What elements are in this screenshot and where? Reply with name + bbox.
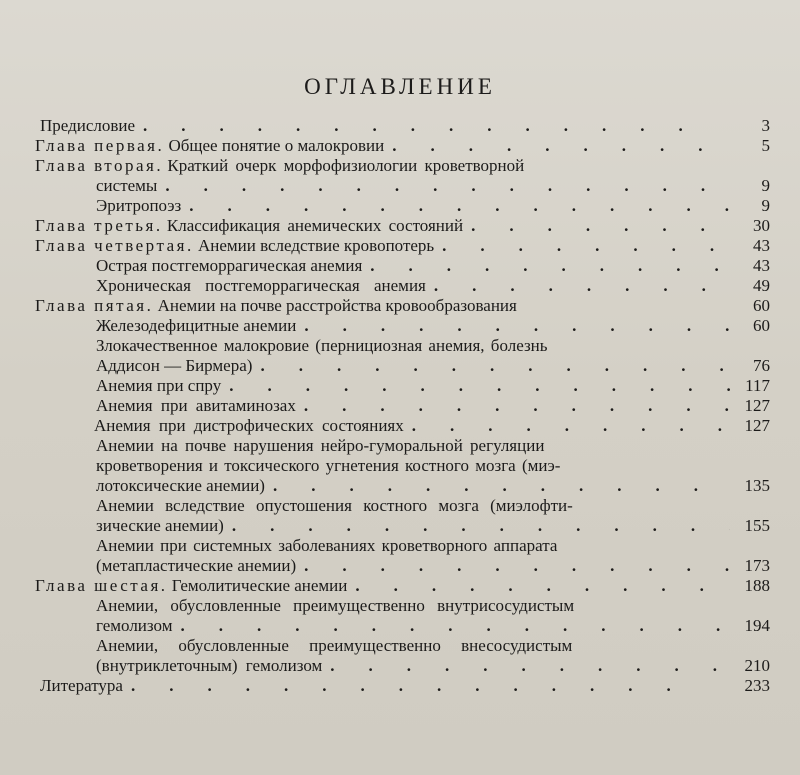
chapter-number: Глава пятая. <box>35 296 154 315</box>
toc-entry <box>0 676 800 696</box>
toc-entry-label: Анемия при дистрофических состояниях <box>94 416 404 435</box>
toc-entry <box>0 316 800 336</box>
toc-entry-label: Общее понятие о малокровии <box>168 136 385 155</box>
toc-entry <box>0 156 800 176</box>
chapter-number: Глава вторая. <box>35 156 164 175</box>
toc-entry-label: (метапластические анемии) <box>96 556 297 575</box>
toc-leader-dots <box>304 396 730 416</box>
chapter-number: Глава шестая. <box>35 576 168 595</box>
toc-entry-page: 194 <box>744 616 770 635</box>
toc-entry-label: Эритропоэз <box>96 196 182 215</box>
toc-entry <box>0 336 800 356</box>
toc-entry-page: 127 <box>744 396 770 415</box>
toc-entry <box>0 176 800 196</box>
toc-entry-label: Анемии, обусловленные преимущественно внутрисосудистым <box>96 596 575 615</box>
toc-entry-page: 30 <box>753 216 770 235</box>
toc-leader-dots <box>392 136 730 156</box>
toc-entry <box>0 416 800 436</box>
chapter-number: Глава третья. <box>35 216 163 235</box>
toc-entry-page: 43 <box>753 256 770 275</box>
toc-entry <box>0 216 800 236</box>
toc-entry-page: 9 <box>761 196 770 215</box>
toc-entry-label: Анемия при спру <box>96 376 222 395</box>
toc-entry <box>0 236 800 256</box>
toc-entry <box>0 516 800 536</box>
chapter-number: Глава четвертая. <box>35 236 194 255</box>
toc-entry-page: 173 <box>744 556 770 575</box>
toc-entry-page: 155 <box>744 516 770 535</box>
toc-entry-label: Гемолитические анемии <box>171 576 348 595</box>
toc-entry <box>0 556 800 576</box>
toc-entry <box>0 116 800 136</box>
toc-entry-page: 127 <box>744 416 770 435</box>
toc-leader-dots <box>131 676 730 696</box>
toc-entry-label: кроветворения и токсического угнетения костного мозга (миэ- <box>96 456 561 475</box>
toc-entry-label: Анемии при системных заболеваниях кроветворного аппарата <box>96 536 558 555</box>
toc-entry-label: Классификация анемических состояний <box>166 216 464 235</box>
toc-entry-label: (внутриклеточным) гемолизом <box>96 656 323 675</box>
toc-entry-label: Злокачественное малокровие (пернициозная анемия, болезнь <box>96 336 548 355</box>
toc-entry-page: 233 <box>744 676 770 695</box>
toc-entry-page: 188 <box>744 576 770 595</box>
toc-entry <box>0 456 800 476</box>
toc-entry-label: Анемии вследствие кровопотерь <box>197 236 435 255</box>
toc-leader-dots <box>260 356 730 376</box>
toc-entry-label: Хроническая постгеморрагическая анемия <box>96 276 426 295</box>
toc-leader-dots <box>180 616 730 636</box>
toc-leader-dots <box>165 176 730 196</box>
toc-leader-dots <box>229 376 730 396</box>
toc-entry <box>0 256 800 276</box>
toc-entry <box>0 656 800 676</box>
toc-entry-page: 117 <box>745 376 770 395</box>
toc-entry-label: Анемии вследствие опустошения костного мозга (миэлофти- <box>96 496 573 515</box>
toc-entry <box>0 196 800 216</box>
toc-leader-dots <box>304 316 730 336</box>
toc-entry-page: 76 <box>753 356 770 375</box>
toc-entry <box>0 376 800 396</box>
toc-entry <box>0 396 800 416</box>
toc-entry-page: 60 <box>753 316 770 335</box>
toc-leader-dots <box>189 196 730 216</box>
toc-entry <box>0 436 800 456</box>
toc-entry-page: 135 <box>744 476 770 495</box>
toc-entry-page: 210 <box>744 656 770 675</box>
toc-entry-label: лотоксические анемии) <box>96 476 265 495</box>
toc-leader-dots <box>304 556 730 576</box>
toc-entry-label: Литература <box>40 676 123 695</box>
toc-entry-page: 5 <box>761 136 770 155</box>
toc-entry-page: 9 <box>761 176 770 195</box>
toc-entry-label: системы <box>96 176 158 195</box>
page-title: ОГЛАВЛЕНИЕ <box>304 74 496 99</box>
toc-leader-dots <box>143 116 730 136</box>
toc-entry <box>0 496 800 516</box>
toc-entry <box>0 576 800 596</box>
toc-entry-page: 60 <box>753 296 770 315</box>
toc-leader-dots <box>442 236 730 256</box>
toc-leader-dots <box>232 516 730 536</box>
chapter-number: Глава первая. <box>35 136 165 155</box>
toc-entry <box>0 596 800 616</box>
toc-leader-dots <box>471 216 730 236</box>
toc-leader-dots <box>434 276 730 296</box>
table-of-contents <box>0 116 800 696</box>
toc-entry-label: Железодефицитные анемии <box>96 316 297 335</box>
toc-entry-label: Анемия при авитаминозах <box>96 396 296 415</box>
toc-entry-label: Анемии на почве нарушения нейро-гуморальной регуляции <box>96 436 545 455</box>
toc-entry-page: 43 <box>753 236 770 255</box>
toc-entry-label: Краткий очерк морфофизиологии кроветворной <box>167 156 525 175</box>
toc-entry <box>0 296 800 316</box>
toc-leader-dots <box>370 256 730 276</box>
toc-entry-label: зические анемии) <box>96 516 224 535</box>
toc-entry <box>0 476 800 496</box>
toc-leader-dots <box>355 576 730 596</box>
toc-entry-label: Анемии на почве расстройства кровообразования <box>157 296 517 315</box>
toc-entry-label: Острая постгеморрагическая анемия <box>96 256 363 275</box>
toc-entry-label: Предисловие <box>40 116 136 135</box>
toc-entry <box>0 616 800 636</box>
toc-entry-label: Аддисон — Бирмера) <box>96 356 253 375</box>
toc-entry-label: Анемии, обусловленные преимущественно внесосудистым <box>96 636 573 655</box>
toc-leader-dots <box>412 416 730 436</box>
toc-entry-page: 3 <box>761 116 770 135</box>
toc-entry-page: 49 <box>753 276 770 295</box>
toc-entry <box>0 636 800 656</box>
toc-entry <box>0 276 800 296</box>
toc-entry <box>0 136 800 156</box>
toc-leader-dots <box>330 656 730 676</box>
toc-leader-dots <box>273 476 730 496</box>
toc-entry-label: гемолизом <box>96 616 173 635</box>
toc-entry <box>0 356 800 376</box>
toc-entry <box>0 536 800 556</box>
